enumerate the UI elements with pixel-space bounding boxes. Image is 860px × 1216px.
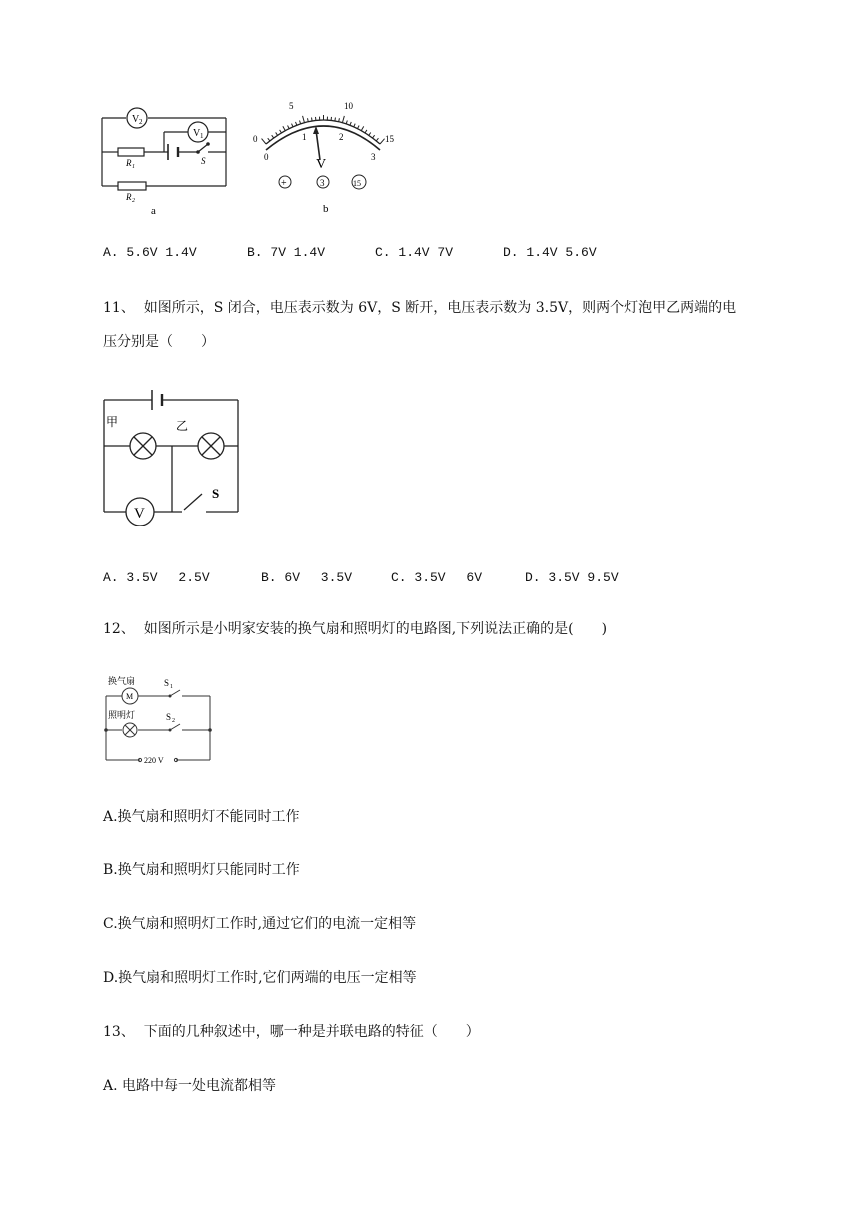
outer-tick-label: 0 — [253, 134, 258, 144]
option-c: C. 1.4V 7V — [375, 245, 454, 260]
v1-sub: 1 — [200, 132, 204, 140]
dial-tick — [373, 135, 375, 138]
lamp-jia-label: 甲 — [106, 415, 119, 429]
question-number: 12、 — [103, 621, 135, 637]
v1-label: V — [193, 128, 201, 139]
v2-sub: 2 — [139, 118, 143, 126]
option-d: D. 3.5V 9.5V — [525, 570, 619, 585]
voltmeter-label: V — [134, 506, 145, 522]
dial-tick — [296, 122, 297, 125]
voltmeter-dial-figure-b — [244, 98, 404, 222]
fan-label: 换气扇 — [108, 676, 136, 686]
dial-tick — [335, 118, 336, 121]
question-text: 如图所示是小明家安装的换气扇和照明灯的电路图,下列说法正确的是( ) — [143, 621, 608, 637]
dial-tick — [300, 121, 301, 124]
dial-tick — [292, 124, 293, 127]
dial-tick — [283, 126, 285, 130]
q11-stem-line2: 压分别是（ ） — [103, 334, 215, 350]
question-text: 下面的几种叙述中，哪一种是并联电路的特征（ ） — [143, 1024, 480, 1040]
s1-label: S — [164, 678, 170, 688]
inner-tick-label: 0 — [264, 152, 269, 162]
dial-tick — [376, 138, 378, 141]
q11-options — [103, 566, 619, 585]
r2-sub: 2 — [132, 198, 135, 204]
circuit-figure-q11 — [98, 386, 244, 526]
dial-tick — [312, 118, 313, 121]
option-b: B. 7V 1.4V — [247, 245, 326, 260]
dial-tick — [369, 132, 371, 135]
q12-option-c: C.换气扇和照明灯工作时,通过它们的电流一定相等 — [103, 916, 417, 932]
s2-sub: 2 — [172, 718, 175, 724]
dial-tick — [358, 126, 360, 129]
dial-tick — [262, 139, 266, 144]
dial-tick — [280, 130, 282, 133]
inner-tick-label: 1 — [302, 132, 307, 142]
lamp-label: 照明灯 — [108, 710, 136, 720]
r1-sub: 1 — [132, 164, 135, 170]
outer-tick-label: 5 — [289, 101, 294, 111]
dial-tick — [268, 138, 270, 141]
dial-tick — [350, 122, 351, 125]
circuit-figure-a — [96, 100, 236, 220]
switch-label: S — [212, 486, 220, 501]
q13-stem — [103, 1021, 480, 1041]
figure-b-caption: b — [323, 203, 329, 215]
unit-label: V — [316, 157, 327, 172]
supply-label: 220 V — [144, 756, 164, 765]
option-a: A. 5.6V 1.4V — [103, 245, 197, 260]
question-text: 如图所示，S 闭合，电压表示数为 6V，S 断开，电压表示数为 3.5V，则两个灯泡甲乙两端的电 — [143, 300, 737, 316]
inner-tick-label: 3 — [371, 152, 376, 162]
option-d: D. 1.4V 5.6V — [503, 245, 597, 260]
s1-sub: 1 — [170, 684, 173, 690]
option-b: B. 6V 3.5V — [261, 570, 353, 585]
r1-label: R — [126, 158, 132, 168]
dial-tick — [361, 126, 363, 130]
q12-stem — [103, 618, 607, 638]
terminal-15: 15 — [353, 179, 361, 188]
option-c: C. 3.5V 6V — [391, 570, 483, 585]
q12-option-d: D.换气扇和照明灯工作时,它们两端的电压一定相等 — [103, 970, 417, 986]
dial-tick — [288, 126, 290, 129]
q13-option-a: A. 电路中每一处电流都相等 — [103, 1078, 277, 1094]
v2-label: V — [132, 114, 140, 125]
outer-tick-label: 15 — [385, 134, 394, 144]
circuit-figure-q12 — [100, 674, 216, 768]
dial-tick — [354, 124, 355, 127]
q12-option-b: B.换气扇和照明灯只能同时工作 — [103, 862, 300, 878]
question-number: 11、 — [103, 300, 135, 316]
s2-label: S — [166, 712, 172, 722]
dial-tick — [276, 132, 278, 135]
inner-tick-label: 2 — [339, 132, 344, 142]
dial-tick — [303, 116, 305, 123]
dial-tick — [365, 130, 367, 133]
q12-option-a: A.换气扇和照明灯不能同时工作 — [103, 809, 300, 825]
lamp-yi-label: 乙 — [176, 419, 189, 433]
question-number: 13、 — [103, 1024, 135, 1040]
r2-label: R — [126, 192, 132, 202]
terminal-3: 3 — [320, 178, 325, 188]
switch-label: S — [201, 156, 206, 166]
dial-tick — [272, 135, 274, 138]
motor-symbol: M — [126, 692, 134, 701]
figure-a-caption: a — [151, 205, 156, 217]
dial-tick — [342, 116, 344, 123]
outer-tick-label: 10 — [344, 101, 353, 111]
q11-stem-line1 — [103, 297, 736, 317]
dial-tick — [346, 121, 347, 124]
terminal-plus: + — [281, 178, 287, 189]
q10-options — [103, 245, 597, 260]
dial-tick — [380, 139, 385, 144]
option-a: A. 3.5V 2.5V — [103, 570, 210, 585]
